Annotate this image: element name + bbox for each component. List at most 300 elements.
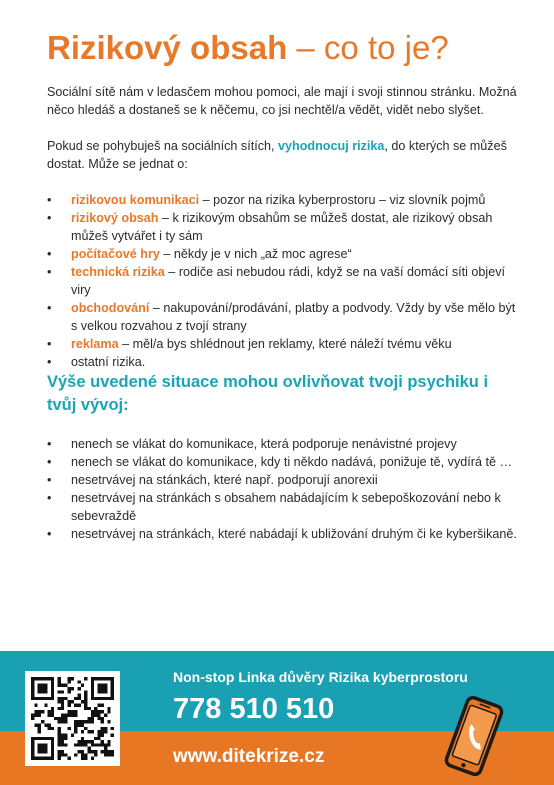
qr-module	[31, 737, 34, 740]
qr-module	[81, 730, 84, 733]
qr-module	[68, 677, 71, 680]
qr-module	[77, 750, 80, 753]
hotline-label: Non-stop Linka důvěry Rizika kyberprostoru	[173, 669, 468, 685]
qr-module	[101, 690, 104, 693]
qr-module	[34, 757, 37, 760]
qr-module	[34, 677, 37, 680]
qr-module	[101, 704, 104, 707]
qr-module	[111, 694, 114, 697]
qr-module	[31, 714, 34, 717]
title-bold: Rizikový obsah	[47, 29, 288, 66]
risk-paragraph-before: Pokud se pohybuješ na sociálních sítích,	[47, 139, 279, 153]
qr-module	[84, 740, 87, 743]
qr-module	[104, 727, 107, 730]
qr-module	[111, 680, 114, 683]
risk-item	[47, 299, 517, 335]
qr-code-icon[interactable]	[25, 671, 120, 766]
qr-module	[84, 743, 87, 746]
qr-module	[58, 730, 61, 733]
qr-module	[58, 700, 61, 703]
qr-module	[101, 740, 104, 743]
qr-module	[61, 690, 64, 693]
qr-module	[51, 690, 54, 693]
qr-module	[68, 727, 71, 730]
intro-paragraph: Sociální sítě nám v ledasčem mohou pomoci, ale mají i svoji stinnou stránku. Možná něco hledáš a dostaneš se k něčemu, co jsi nechtěl/a vědět, vidět nebo slyšet.	[47, 85, 517, 117]
qr-module	[84, 757, 87, 760]
hotline-number[interactable]: 778 510 510	[173, 693, 335, 725]
qr-module	[48, 757, 51, 760]
qr-module	[84, 753, 87, 756]
qr-module	[71, 710, 74, 713]
risk-text: – měl/a bys shlédnout jen reklamy, které náleží tvému věku	[118, 337, 452, 351]
tip-item: • nenech se vlákat do komunikace, kdy ti někdo nadává, ponižuje tě, vydírá tě …	[47, 453, 517, 471]
qr-module	[91, 743, 94, 746]
qr-module	[77, 697, 80, 700]
qr-module	[104, 750, 107, 753]
qr-module	[61, 740, 64, 743]
qr-module	[81, 753, 84, 756]
qr-module	[101, 697, 104, 700]
qr-module	[94, 743, 97, 746]
qr-module	[41, 737, 44, 740]
qr-module	[91, 757, 94, 760]
risk-term: technická rizika	[71, 265, 165, 279]
qr-module	[111, 684, 114, 687]
qr-module	[101, 684, 104, 687]
qr-module	[51, 727, 54, 730]
smartphone-call-icon	[442, 694, 506, 778]
qr-module	[61, 750, 64, 753]
qr-module	[84, 697, 87, 700]
qr-module	[41, 697, 44, 700]
qr-module	[104, 687, 107, 690]
qr-module	[38, 727, 41, 730]
qr-module	[94, 737, 97, 740]
qr-module	[97, 717, 100, 720]
qr-module	[104, 730, 107, 733]
qr-module	[61, 704, 64, 707]
qr-module	[31, 757, 34, 760]
qr-module	[44, 687, 47, 690]
qr-module	[101, 720, 104, 723]
qr-module	[58, 680, 61, 683]
risk-term: rizikový obsah	[71, 211, 159, 225]
qr-module	[34, 710, 37, 713]
qr-module	[74, 720, 77, 723]
qr-module	[31, 740, 34, 743]
qr-module	[64, 684, 67, 687]
qr-module	[81, 750, 84, 753]
qr-module	[41, 687, 44, 690]
qr-module	[87, 717, 90, 720]
qr-module	[87, 730, 90, 733]
qr-module	[41, 684, 44, 687]
qr-module	[94, 753, 97, 756]
qr-module	[44, 690, 47, 693]
risk-text: ostatní rizika.	[71, 355, 146, 369]
qr-module	[101, 730, 104, 733]
qr-module	[51, 714, 54, 717]
qr-module	[111, 733, 114, 736]
main-content	[47, 83, 517, 543]
qr-module	[44, 757, 47, 760]
qr-module	[51, 697, 54, 700]
qr-module	[104, 684, 107, 687]
qr-module	[31, 680, 34, 683]
tip-item: • nesetrvávej na stránkách, které nabádají k ubližování druhým či ke kyberšikaně.	[47, 525, 517, 543]
qr-module	[58, 757, 61, 760]
qr-module	[48, 737, 51, 740]
qr-module	[68, 690, 71, 693]
qr-module	[81, 723, 84, 726]
qr-module	[38, 750, 41, 753]
qr-module	[107, 740, 110, 743]
qr-module	[77, 687, 80, 690]
qr-module	[34, 723, 37, 726]
risk-item	[47, 335, 517, 353]
qr-module	[97, 730, 100, 733]
qr-module	[97, 687, 100, 690]
qr-module	[38, 743, 41, 746]
qr-module	[97, 733, 100, 736]
qr-module	[77, 743, 80, 746]
qr-module	[74, 753, 77, 756]
qr-module	[34, 737, 37, 740]
qr-module	[41, 720, 44, 723]
qr-module	[68, 680, 71, 683]
qr-module	[94, 710, 97, 713]
qr-module	[101, 687, 104, 690]
qr-module	[38, 690, 41, 693]
qr-module	[31, 677, 34, 680]
qr-module	[104, 697, 107, 700]
qr-module	[48, 677, 51, 680]
qr-module	[38, 684, 41, 687]
qr-module	[68, 710, 71, 713]
qr-module	[48, 714, 51, 717]
qr-module	[107, 743, 110, 746]
qr-module	[74, 710, 77, 713]
qr-module	[84, 727, 87, 730]
qr-module	[54, 717, 57, 720]
qr-module	[44, 704, 47, 707]
risk-item	[47, 245, 517, 263]
qr-module	[61, 753, 64, 756]
qr-module	[74, 723, 77, 726]
qr-module	[84, 694, 87, 697]
qr-module	[64, 743, 67, 746]
qr-module	[31, 684, 34, 687]
qr-module	[68, 704, 71, 707]
qr-module	[38, 757, 41, 760]
risk-text: – rodiče asi nebudou rádi, když se na vaší domácí síti objeví viry	[71, 265, 506, 297]
qr-module	[51, 757, 54, 760]
qr-module	[101, 743, 104, 746]
qr-module	[104, 677, 107, 680]
qr-module	[107, 720, 110, 723]
qr-module	[91, 690, 94, 693]
qr-module	[107, 753, 110, 756]
qr-module	[64, 720, 67, 723]
qr-module	[38, 714, 41, 717]
qr-module	[91, 750, 94, 753]
qr-module	[58, 727, 61, 730]
qr-module	[101, 710, 104, 713]
qr-module	[74, 704, 77, 707]
qr-module	[97, 743, 100, 746]
qr-module	[68, 714, 71, 717]
qr-module	[104, 753, 107, 756]
qr-module	[51, 677, 54, 680]
qr-module	[44, 743, 47, 746]
qr-module	[111, 697, 114, 700]
qr-module	[107, 750, 110, 753]
qr-module	[91, 680, 94, 683]
risk-paragraph-highlight: vyhodnocuj rizika	[278, 139, 385, 153]
qr-module	[91, 677, 94, 680]
qr-module	[58, 684, 61, 687]
qr-module	[48, 723, 51, 726]
page-title	[47, 26, 449, 70]
qr-module	[111, 677, 114, 680]
qr-module	[61, 707, 64, 710]
qr-module	[91, 714, 94, 717]
qr-module	[64, 717, 67, 720]
qr-code-graphic	[31, 677, 114, 760]
qr-module	[64, 733, 67, 736]
qr-module	[77, 720, 80, 723]
qr-module	[61, 697, 64, 700]
qr-module	[51, 740, 54, 743]
qr-module	[77, 694, 80, 697]
qr-module	[87, 707, 90, 710]
qr-module	[77, 740, 80, 743]
qr-module	[61, 733, 64, 736]
qr-module	[91, 740, 94, 743]
qr-module	[84, 677, 87, 680]
qr-module	[81, 720, 84, 723]
qr-module	[41, 677, 44, 680]
qr-module	[41, 690, 44, 693]
qr-module	[61, 720, 64, 723]
risk-text: – k rizikovým obsahům se můžeš dostat, ale rizikový obsah můžeš vytvářet i ty sám	[71, 211, 493, 243]
qr-module	[51, 753, 54, 756]
qr-module	[58, 740, 61, 743]
qr-module	[97, 684, 100, 687]
risk-item	[47, 263, 517, 299]
risk-paragraph-after: , do kterých se můžeš dostat. Může se jednat o:	[47, 139, 507, 171]
qr-module	[31, 747, 34, 750]
qr-module	[101, 733, 104, 736]
qr-module	[81, 740, 84, 743]
qr-module	[51, 737, 54, 740]
qr-module	[61, 717, 64, 720]
qr-module	[71, 677, 74, 680]
qr-module	[51, 680, 54, 683]
qr-module	[51, 684, 54, 687]
qr-module	[84, 707, 87, 710]
tip-item: • nesetrvávej na stránkách s obsahem nabádajícím k sebepoškozování nebo k sebevraždě	[47, 489, 517, 525]
qr-module	[94, 714, 97, 717]
qr-module	[58, 690, 61, 693]
qr-module	[51, 750, 54, 753]
qr-module	[58, 737, 61, 740]
qr-module	[107, 677, 110, 680]
qr-module	[38, 730, 41, 733]
qr-module	[38, 723, 41, 726]
qr-module	[77, 723, 80, 726]
qr-module	[91, 730, 94, 733]
qr-module	[31, 717, 34, 720]
qr-module	[44, 697, 47, 700]
qr-module	[84, 700, 87, 703]
qr-module	[97, 690, 100, 693]
qr-module	[31, 694, 34, 697]
risk-item	[47, 191, 517, 209]
qr-module	[87, 740, 90, 743]
qr-module	[101, 750, 104, 753]
qr-module	[104, 690, 107, 693]
qr-module	[97, 714, 100, 717]
qr-module	[51, 710, 54, 713]
qr-module	[97, 697, 100, 700]
qr-module	[44, 747, 47, 750]
qr-module	[41, 743, 44, 746]
qr-module	[58, 697, 61, 700]
qr-module	[34, 714, 37, 717]
qr-module	[58, 750, 61, 753]
qr-module	[38, 697, 41, 700]
qr-module	[111, 687, 114, 690]
qr-module	[111, 727, 114, 730]
qr-module	[58, 717, 61, 720]
risk-text: – pozor na rizika kyberprostoru – viz slovník pojmů	[199, 193, 486, 207]
qr-module	[94, 677, 97, 680]
tips-list	[47, 435, 517, 543]
qr-module	[61, 700, 64, 703]
qr-module	[38, 677, 41, 680]
qr-module	[61, 743, 64, 746]
risk-text: – nakupování/prodávání, platby a podvody. Vždy by vše mělo být s velkou rozvahou z tvojí strany	[71, 301, 516, 333]
qr-module	[101, 717, 104, 720]
qr-module	[61, 737, 64, 740]
qr-module	[91, 710, 94, 713]
qr-module	[61, 684, 64, 687]
qr-module	[44, 750, 47, 753]
risk-term: počítačové hry	[71, 247, 160, 261]
qr-module	[81, 757, 84, 760]
qr-module	[48, 710, 51, 713]
qr-module	[104, 714, 107, 717]
tip-item: • nesetrvávej na stánkách, které např. podporují anorexii	[47, 471, 517, 489]
qr-module	[31, 750, 34, 753]
qr-module	[44, 677, 47, 680]
qr-module	[101, 727, 104, 730]
qr-module	[31, 690, 34, 693]
tip-item: • nenech se vlákat do komunikace, která podporuje nenávistné projevy	[47, 435, 517, 453]
qr-module	[87, 750, 90, 753]
risk-term: obchodování	[71, 301, 150, 315]
qr-module	[34, 704, 37, 707]
qr-module	[74, 697, 77, 700]
qr-module	[71, 700, 74, 703]
risk-term: reklama	[71, 337, 119, 351]
title-rest: – co to je?	[287, 29, 449, 66]
qr-module	[31, 753, 34, 756]
qr-module	[94, 697, 97, 700]
qr-module	[64, 714, 67, 717]
qr-module	[38, 737, 41, 740]
qr-module	[101, 677, 104, 680]
qr-module	[58, 707, 61, 710]
qr-module	[38, 747, 41, 750]
qr-module	[111, 690, 114, 693]
qr-module	[74, 714, 77, 717]
qr-module	[48, 697, 51, 700]
qr-module	[81, 700, 84, 703]
risk-item	[47, 353, 517, 371]
qr-module	[74, 730, 77, 733]
qr-module	[81, 684, 84, 687]
qr-module	[58, 753, 61, 756]
qr-module	[58, 720, 61, 723]
qr-module	[91, 717, 94, 720]
qr-module	[51, 743, 54, 746]
qr-module	[97, 737, 100, 740]
qr-module	[41, 750, 44, 753]
qr-module	[51, 694, 54, 697]
qr-module	[77, 680, 80, 683]
qr-module	[97, 677, 100, 680]
qr-module	[38, 687, 41, 690]
qr-module	[44, 723, 47, 726]
qr-module	[104, 747, 107, 750]
qr-module	[58, 743, 61, 746]
qr-module	[71, 714, 74, 717]
website-link[interactable]: www.ditekrize.cz	[173, 746, 325, 767]
qr-module	[107, 710, 110, 713]
qr-module	[71, 687, 74, 690]
qr-module	[38, 710, 41, 713]
qr-module	[44, 737, 47, 740]
qr-module	[68, 757, 71, 760]
qr-module	[87, 720, 90, 723]
qr-module	[111, 753, 114, 756]
qr-module	[64, 737, 67, 740]
qr-module	[81, 737, 84, 740]
qr-module	[51, 707, 54, 710]
qr-module	[58, 733, 61, 736]
qr-module	[41, 747, 44, 750]
risk-paragraph	[47, 137, 517, 173]
qr-module	[71, 733, 74, 736]
risk-item	[47, 209, 517, 245]
qr-module	[31, 697, 34, 700]
qr-module	[41, 757, 44, 760]
qr-module	[74, 743, 77, 746]
qr-module	[107, 707, 110, 710]
qr-module	[84, 704, 87, 707]
qr-module	[68, 700, 71, 703]
qr-module	[91, 697, 94, 700]
qr-module	[91, 684, 94, 687]
qr-module	[64, 697, 67, 700]
qr-module	[51, 747, 54, 750]
qr-module	[81, 743, 84, 746]
qr-module	[74, 727, 77, 730]
qr-module	[44, 684, 47, 687]
qr-module	[94, 707, 97, 710]
